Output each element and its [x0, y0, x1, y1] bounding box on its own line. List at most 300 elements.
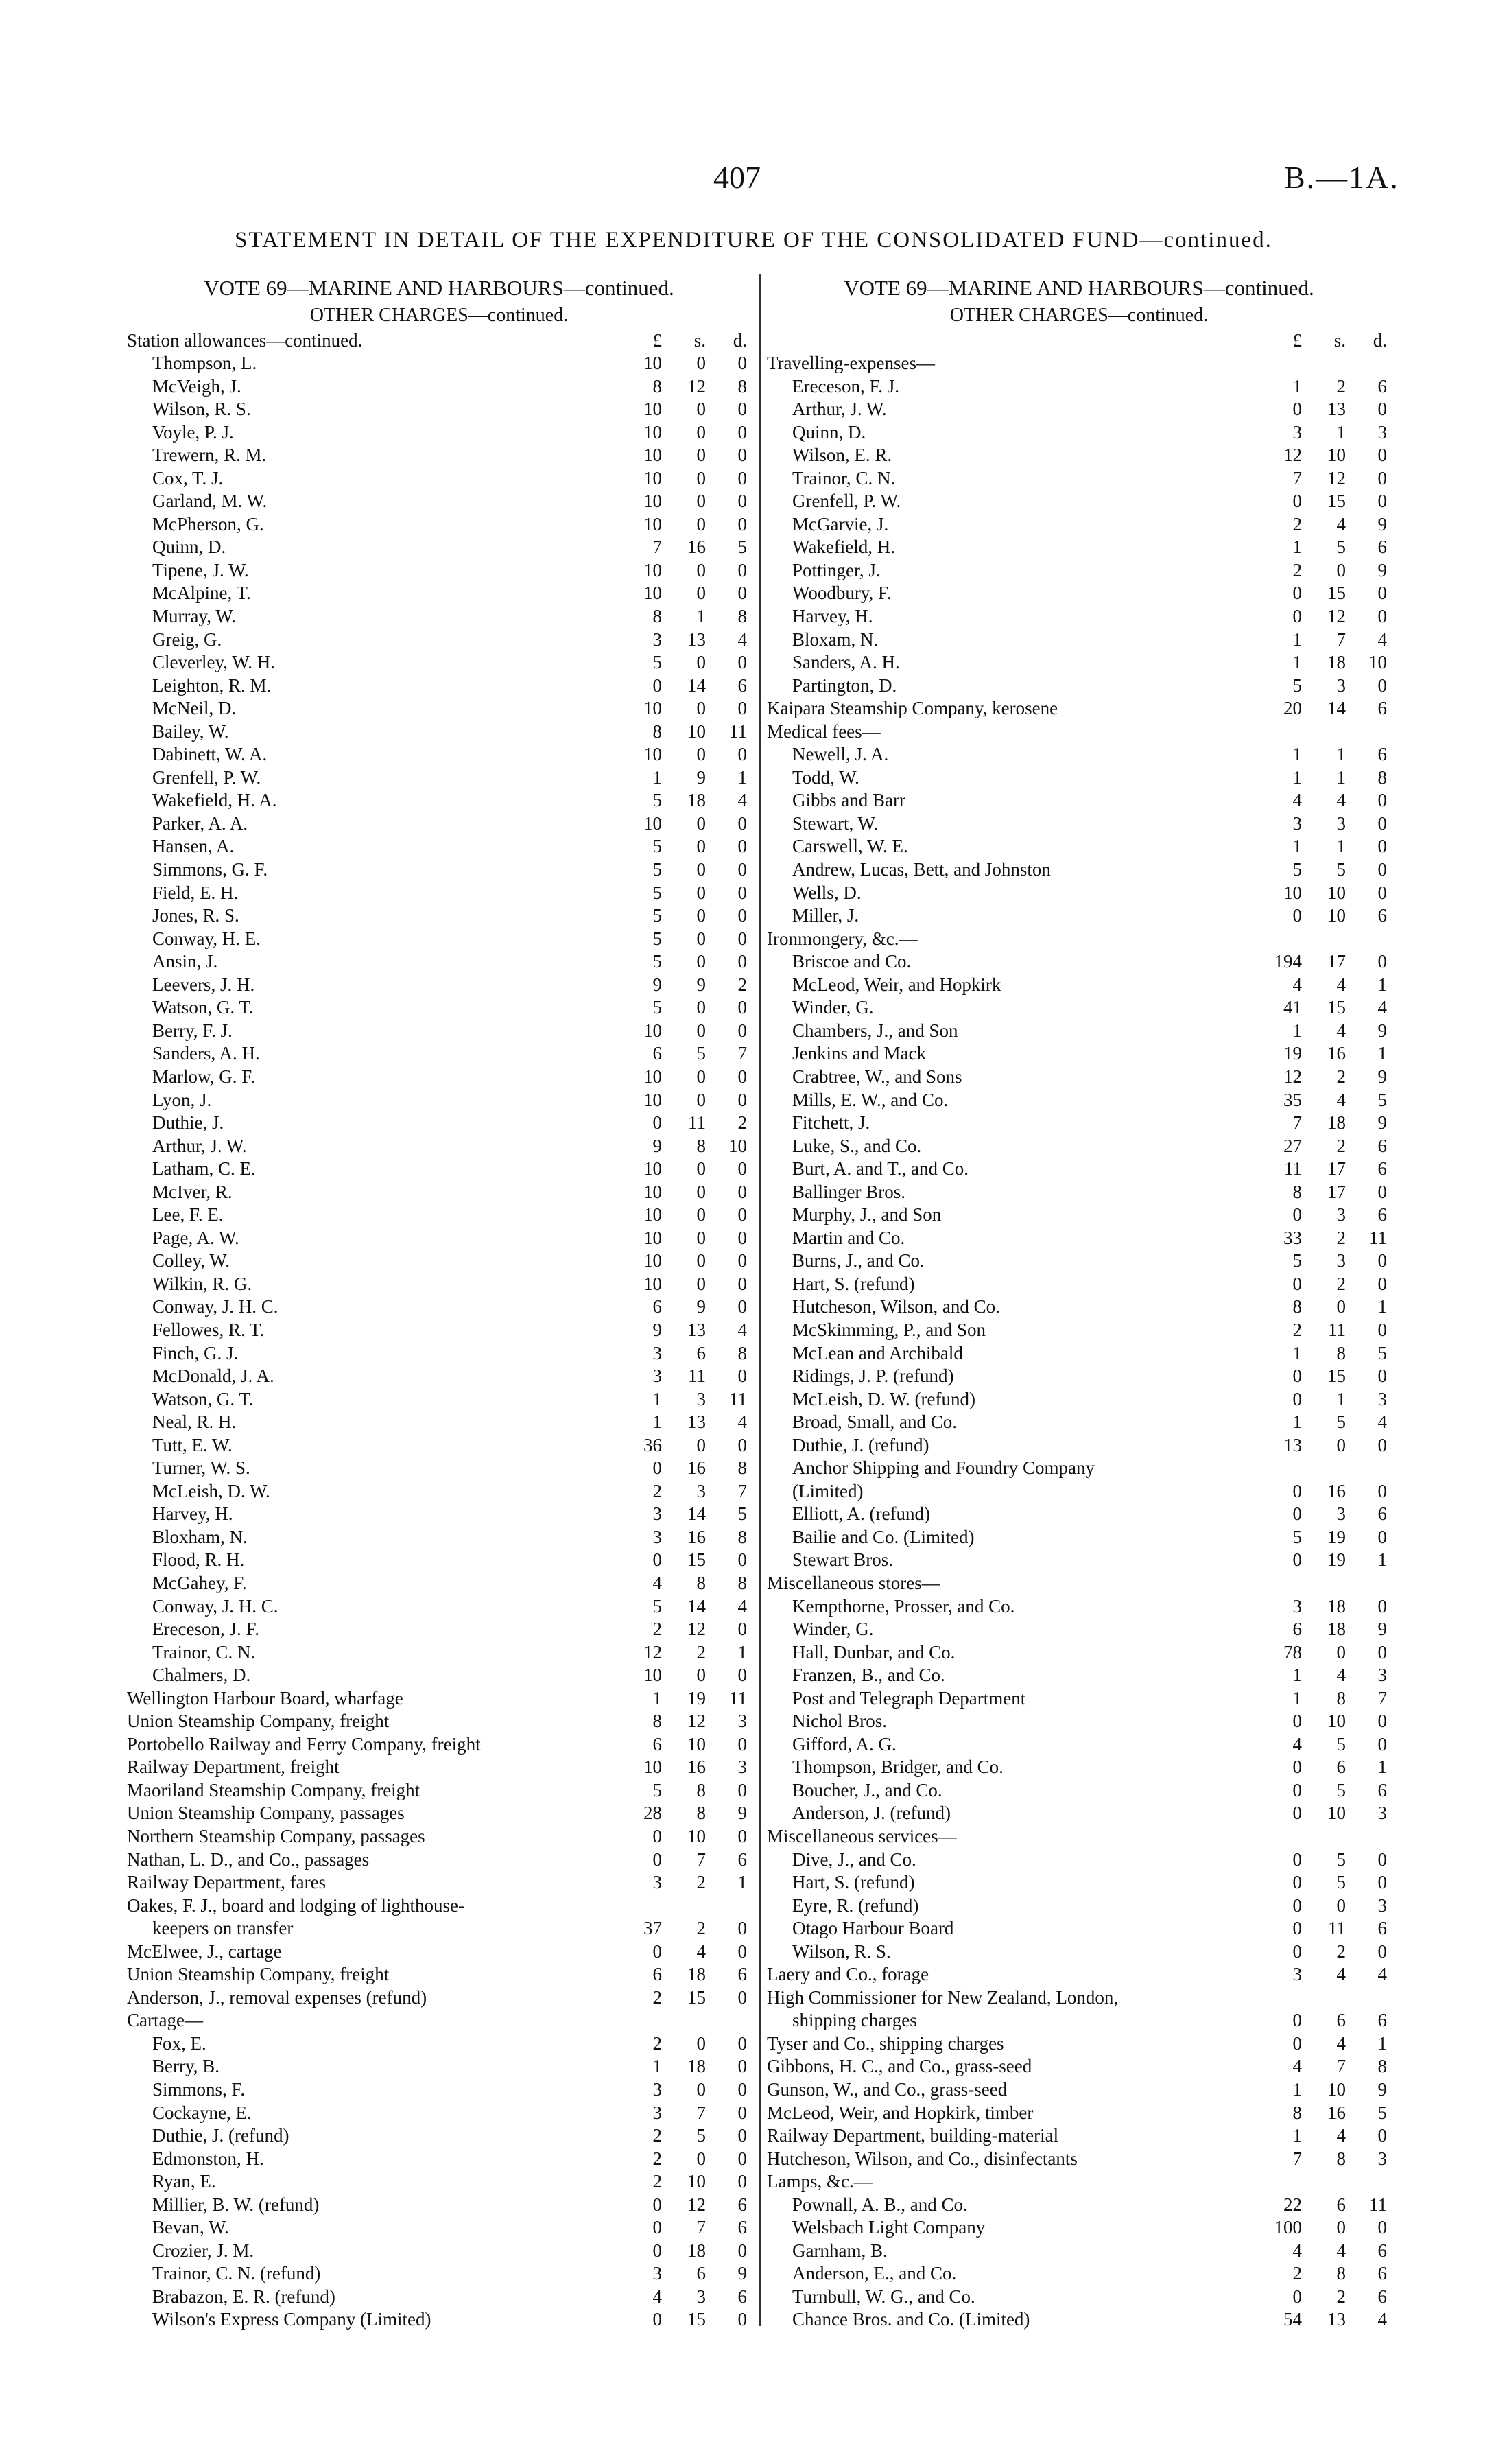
pounds-amount: 3 — [652, 629, 662, 650]
ledger-row — [767, 1549, 1391, 1572]
ledger-row — [767, 582, 1391, 605]
ledger-entry-label: Conway, H. E. — [152, 928, 261, 949]
pence-amount: 0 — [1377, 1641, 1387, 1663]
ledger-entry-label: Murray, W. — [152, 606, 236, 627]
shillings-amount: 4 — [1336, 2032, 1346, 2054]
ledger-entry-label: McDonald, J. A. — [152, 1365, 274, 1387]
ledger-entry-label: Winder, G. — [792, 1619, 874, 1640]
shillings-amount: 0 — [1336, 2217, 1346, 2238]
ledger-row — [127, 536, 751, 559]
ledger-row — [127, 2102, 751, 2125]
pence-amount: 8 — [737, 1457, 747, 1479]
ledger-row — [767, 513, 1391, 537]
shillings-amount: 0 — [696, 491, 706, 512]
pence-amount: 0 — [1377, 951, 1387, 972]
ledger-row — [767, 1986, 1391, 2010]
shillings-amount: 5 — [1336, 1733, 1346, 1755]
shillings-amount: 19 — [1327, 1526, 1346, 1547]
pounds-amount: 10 — [643, 1066, 662, 1087]
shillings-amount: 3 — [1336, 1250, 1346, 1271]
ledger-entry-label: Cartage— — [127, 2010, 203, 2031]
shillings-amount: 4 — [1336, 2125, 1346, 2146]
ledger-entry-label: McLeod, Weir, and Hopkirk, timber — [767, 2102, 1034, 2123]
ledger-row — [767, 1066, 1391, 1089]
ledger-row — [767, 1779, 1391, 1803]
shillings-amount: 0 — [696, 1250, 706, 1271]
pence-amount: 0 — [1377, 1711, 1387, 1732]
shillings-amount: 12 — [1327, 606, 1346, 627]
ledger-entry-label: Woodbury, F. — [792, 583, 892, 604]
pounds-amount: 10 — [643, 445, 662, 466]
pounds-amount: 0 — [652, 1457, 662, 1479]
ledger-entry-label: Maoriland Steamship Company, freight — [127, 1779, 420, 1800]
pounds-amount: 1 — [1292, 652, 1302, 673]
ledger-row — [767, 1365, 1391, 1388]
pounds-amount: 10 — [643, 1757, 662, 1778]
shillings-amount: 0 — [696, 2032, 706, 2054]
ledger-entry-label: Hansen, A. — [152, 836, 235, 857]
shillings-amount: 15 — [1327, 997, 1346, 1018]
shillings-amount: 8 — [696, 1572, 706, 1593]
pence-amount: 8 — [737, 375, 747, 397]
ledger-row — [127, 928, 751, 951]
pence-amount: 4 — [737, 629, 747, 650]
pounds-amount: 3 — [652, 2079, 662, 2100]
ledger-entry-label: Broad, Small, and Co. — [792, 1411, 957, 1433]
ledger-entry-label: Eyre, R. (refund) — [792, 1894, 919, 1916]
ledger-entry-label: Neal, R. H. — [152, 1411, 237, 1433]
shillings-amount: 3 — [696, 1480, 706, 1501]
ledger-row — [767, 1595, 1391, 1619]
shillings-amount: 10 — [1327, 445, 1346, 466]
ledger-entry-label: Bloxham, N. — [152, 1526, 248, 1547]
pounds-amount: 0 — [652, 1826, 662, 1846]
ledger-entry-label: McLeish, D. W. — [152, 1480, 270, 1501]
ledger-row — [767, 1135, 1391, 1158]
pounds-amount: 0 — [1292, 1779, 1302, 1800]
ledger-entry-label: Trewern, R. M. — [152, 445, 267, 466]
shillings-amount: 0 — [696, 2148, 706, 2169]
ledger-row — [127, 697, 751, 720]
shillings-amount: 16 — [687, 1526, 706, 1547]
pence-amount: 9 — [1377, 513, 1387, 535]
ledger-row — [127, 559, 751, 583]
ledger-row — [767, 697, 1391, 720]
pounds-amount: 8 — [1292, 2102, 1302, 2123]
pounds-amount: 10 — [643, 698, 662, 719]
pounds-amount: 1 — [1292, 2125, 1302, 2146]
ledger-row — [767, 1641, 1391, 1665]
pence-amount: 9 — [1377, 2079, 1387, 2100]
pence-amount: 5 — [1377, 1089, 1387, 1110]
ledger-entry-label: Laery and Co., forage — [767, 1964, 929, 1985]
ledger-row — [127, 1871, 751, 1894]
pence-amount: 6 — [1377, 2240, 1387, 2261]
shillings-amount: 0 — [696, 1089, 706, 1110]
ledger-row — [767, 2148, 1391, 2171]
pounds-amount: 9 — [652, 974, 662, 995]
shillings-amount: 15 — [1327, 583, 1346, 604]
shillings-amount: 18 — [1327, 1595, 1346, 1617]
pence-amount: 0 — [737, 1365, 747, 1387]
ledger-row — [127, 1779, 751, 1803]
ledger-entry-label: Trainor, C. N. — [152, 1641, 256, 1663]
ledger-row — [767, 398, 1391, 421]
pounds-amount: 11 — [1284, 1158, 1302, 1180]
pounds-amount: 1 — [1292, 1342, 1302, 1363]
pence-amount: 3 — [1377, 1894, 1387, 1916]
pounds-amount: 5 — [652, 1595, 662, 1617]
ledger-row — [767, 2009, 1391, 2032]
pence-amount: 9 — [1377, 1020, 1387, 1041]
pounds-amount: 4 — [1292, 1733, 1302, 1755]
ledger-entry-label: Fox, E. — [152, 2032, 206, 2054]
shillings-amount: 2 — [1336, 2286, 1346, 2307]
pence-amount: 0 — [737, 951, 747, 972]
pence-amount: 0 — [737, 2125, 747, 2146]
pounds-amount: 1 — [1292, 375, 1302, 397]
ledger-entry-label: Cleverley, W. H. — [152, 652, 275, 673]
pence-amount: 4 — [1377, 629, 1387, 650]
pence-amount: 0 — [1377, 1595, 1387, 1617]
shillings-amount: 18 — [1327, 652, 1346, 673]
pounds-amount: 10 — [643, 1273, 662, 1294]
pence-amount: 0 — [1377, 859, 1387, 880]
ledger-entry-label: Carswell, W. E. — [792, 836, 908, 857]
ledger-row — [767, 1249, 1391, 1273]
pence-amount: 11 — [1369, 2194, 1387, 2215]
right-header-row — [767, 329, 1391, 352]
ledger-row — [767, 2102, 1391, 2125]
ledger-entry-label: Arthur, J. W. — [152, 1135, 247, 1156]
shillings-amount: 0 — [696, 997, 706, 1018]
ledger-entry-label: McLeish, D. W. (refund) — [792, 1388, 975, 1409]
ledger-entry-label: Latham, C. E. — [152, 1158, 256, 1180]
shillings-amount: 0 — [696, 1181, 706, 1202]
pence-amount: 0 — [737, 905, 747, 926]
pounds-amount: 28 — [643, 1803, 662, 1824]
shillings-amount: 8 — [696, 1135, 706, 1156]
pence-amount: 0 — [1377, 467, 1387, 489]
pence-amount: 6 — [737, 674, 747, 696]
ledger-entry-label: Kaipara Steamship Company, kerosene — [767, 698, 1058, 719]
shillings-amount: 7 — [696, 2102, 706, 2123]
shillings-amount: 0 — [696, 859, 706, 880]
ledger-entry-label: Franzen, B., and Co. — [792, 1665, 945, 1686]
pence-amount: 4 — [737, 1595, 747, 1617]
shillings-amount: 12 — [687, 375, 706, 397]
shillings-amount: 0 — [1336, 1296, 1346, 1317]
pence-amount: 0 — [737, 2240, 747, 2261]
shillings-amount: 5 — [696, 2125, 706, 2146]
pence-amount: 7 — [737, 1480, 747, 1501]
ledger-entry-label: Brabazon, E. R. (refund) — [152, 2286, 335, 2307]
pounds-amount: 0 — [1292, 1803, 1302, 1824]
page-reference: B.—1A. — [1284, 160, 1399, 195]
pence-amount: 3 — [1377, 2148, 1387, 2169]
shillings-amount: 10 — [1327, 882, 1346, 903]
pence-amount: 8 — [1377, 2056, 1387, 2077]
pence-amount: 0 — [1377, 491, 1387, 512]
ledger-row — [127, 1825, 751, 1849]
ledger-entry-label: Simmons, G. F. — [152, 859, 268, 880]
pence-amount: 0 — [737, 859, 747, 880]
pounds-amount: 10 — [643, 1204, 662, 1225]
ledger-row — [127, 1963, 751, 1986]
pence-amount: 0 — [737, 1826, 747, 1846]
pounds-amount: 8 — [652, 606, 662, 627]
pence-amount: 5 — [1377, 2102, 1387, 2123]
ledger-entry-label: Turner, W. S. — [152, 1457, 250, 1479]
pounds-amount: 8 — [652, 1711, 662, 1732]
shillings-amount: 1 — [1336, 421, 1346, 443]
shillings-amount: 6 — [696, 2263, 706, 2284]
ledger-row — [127, 835, 751, 858]
pounds-amount: 8 — [652, 375, 662, 397]
shillings-amount: 13 — [687, 629, 706, 650]
shillings-amount: 6 — [1336, 1757, 1346, 1778]
pounds-amount: 194 — [1274, 951, 1302, 972]
ledger-entry-label: Ironmongery, &c.— — [767, 928, 918, 949]
shillings-amount: 13 — [687, 1319, 706, 1340]
pounds-amount: 0 — [652, 2194, 662, 2215]
ledger-row — [767, 904, 1391, 928]
pence-amount: 0 — [1377, 812, 1387, 834]
ledger-row — [127, 1112, 751, 1135]
pounds-amount: 3 — [652, 1872, 662, 1893]
ledger-entry-label: Grenfell, P. W. — [152, 766, 261, 788]
ledger-entry-label: Ereceson, J. F. — [152, 1619, 260, 1640]
ledger-row — [767, 766, 1391, 790]
shillings-amount: 5 — [1336, 537, 1346, 558]
ledger-entry-label: McNeil, D. — [152, 698, 237, 719]
ledger-entry-label: Chance Bros. and Co. (Limited) — [792, 2309, 1030, 2330]
pence-amount: 0 — [1377, 836, 1387, 857]
ledger-entry-label: Duthie, J. — [152, 1112, 224, 1134]
shillings-amount: 3 — [1336, 1204, 1346, 1225]
pounds-amount: 35 — [1283, 1089, 1302, 1110]
shillings-amount: 6 — [696, 1342, 706, 1363]
shillings-amount: 0 — [696, 467, 706, 489]
shillings-amount: 0 — [696, 812, 706, 834]
shillings-amount: 11 — [1328, 1319, 1346, 1340]
pence-amount: 1 — [737, 1872, 747, 1893]
pounds-amount: 1 — [652, 2056, 662, 2077]
shillings-amount: 3 — [1336, 812, 1346, 834]
ledger-row — [127, 996, 751, 1020]
shillings-amount: 13 — [1327, 2309, 1346, 2330]
ledger-row — [767, 2078, 1391, 2102]
ledger-entry-label: Sanders, A. H. — [792, 652, 900, 673]
pounds-amount: 1 — [1292, 629, 1302, 650]
pence-amount: 0 — [1377, 1480, 1387, 1501]
pence-amount: 1 — [737, 766, 747, 788]
ledger-entry-label: Miscellaneous stores— — [767, 1572, 940, 1593]
shillings-amount: 0 — [1336, 1894, 1346, 1916]
ledger-entry-label: Voyle, P. J. — [152, 421, 234, 443]
shillings-amount: 7 — [696, 1849, 706, 1870]
shillings-amount: 17 — [1327, 1158, 1346, 1180]
pounds-amount: 0 — [652, 2217, 662, 2238]
ledger-row — [127, 2216, 751, 2240]
pounds-amount: 7 — [652, 537, 662, 558]
pounds-amount: 3 — [1292, 421, 1302, 443]
ledger-row — [767, 1112, 1391, 1135]
shillings-amount: 14 — [687, 674, 706, 696]
ledger-entry-label: Railway Department, fares — [127, 1872, 327, 1893]
ledger-row — [767, 1687, 1391, 1711]
pence-amount: 0 — [737, 836, 747, 857]
pounds-amount: 4 — [1292, 2240, 1302, 2261]
ledger-entry-label: Miscellaneous services— — [767, 1826, 957, 1846]
pounds-amount: 8 — [1292, 1296, 1302, 1317]
pence-amount: 3 — [1377, 1803, 1387, 1824]
ledger-row — [127, 1940, 751, 1964]
pounds-amount: 0 — [652, 674, 662, 696]
ledger-entry-label: Page, A. W. — [152, 1227, 239, 1248]
ledger-row — [767, 1871, 1391, 1894]
ledger-entry-label: Lamps, &c.— — [767, 2171, 873, 2192]
ledger-row — [767, 1388, 1391, 1411]
ledger-row — [127, 1641, 751, 1665]
shillings-amount: 4 — [1336, 974, 1346, 995]
pence-amount: 9 — [737, 2263, 747, 2284]
pounds-amount: 0 — [652, 1849, 662, 1870]
ledger-entry-label: Andrew, Lucas, Bett, and Johnston — [792, 859, 1051, 880]
ledger-row — [127, 1434, 751, 1457]
shillings-amount: 17 — [1327, 951, 1346, 972]
ledger-entry-label: Pownall, A. B., and Co. — [792, 2194, 968, 2215]
pounds-amount: 2 — [1292, 559, 1302, 580]
pence-amount: 9 — [737, 1803, 747, 1824]
ledger-entry-label: Kempthorne, Prosser, and Co. — [792, 1595, 1015, 1617]
shillings-amount: 4 — [696, 1940, 706, 1962]
shillings-amount: 16 — [1327, 1043, 1346, 1064]
pounds-amount: 0 — [1292, 399, 1302, 420]
pounds-amount: 0 — [1292, 1757, 1302, 1778]
pounds-amount: 1 — [1292, 1687, 1302, 1709]
pence-amount: 0 — [737, 1434, 747, 1455]
pence-amount: 6 — [1377, 1158, 1387, 1180]
pence-amount: 1 — [1377, 1549, 1387, 1571]
pence-amount: 11 — [729, 1687, 747, 1709]
pounds-amount: 19 — [1283, 1043, 1302, 1064]
shillings-amount: 17 — [1327, 1181, 1346, 1202]
shillings-amount: 3 — [1336, 1503, 1346, 1525]
ledger-row — [127, 2009, 751, 2032]
pence-amount: 6 — [737, 2194, 747, 2215]
ledger-row — [767, 835, 1391, 858]
shillings-amount: 2 — [696, 1641, 706, 1663]
pounds-amount: 0 — [1292, 1503, 1302, 1525]
pounds-amount: 12 — [1283, 445, 1302, 466]
pounds-amount: 10 — [643, 1020, 662, 1041]
shillings-amount: 16 — [687, 1757, 706, 1778]
ledger-entry-label: Trainor, C. N. (refund) — [152, 2263, 321, 2284]
right-column — [767, 274, 1391, 2332]
shillings-amount: 10 — [1327, 905, 1346, 926]
shillings-amount: 10 — [687, 1826, 706, 1846]
shillings-amount: 2 — [1336, 1940, 1346, 1962]
shillings-amount: 10 — [1327, 2079, 1346, 2100]
pounds-amount: 9 — [652, 1319, 662, 1340]
ledger-row — [767, 1526, 1391, 1549]
ledger-row — [127, 2240, 751, 2263]
ledger-row — [127, 1020, 751, 1043]
pounds-amount: 0 — [1292, 1849, 1302, 1870]
pounds-amount: 0 — [1292, 606, 1302, 627]
ledger-row — [127, 1664, 751, 1687]
ledger-row — [127, 1066, 751, 1089]
shillings-amount: 12 — [687, 2194, 706, 2215]
ledger-row — [127, 1295, 751, 1319]
pence-amount: 0 — [1377, 1365, 1387, 1387]
pence-amount: 0 — [737, 2309, 747, 2330]
shillings-amount: 16 — [687, 537, 706, 558]
ledger-row — [767, 812, 1391, 836]
pounds-amount: 0 — [1292, 1918, 1302, 1939]
pence-amount: 4 — [737, 790, 747, 811]
pence-amount: 0 — [1377, 2125, 1387, 2146]
ledger-row — [767, 2308, 1391, 2332]
ledger-row — [127, 2194, 751, 2217]
ledger-entry-label: Ereceson, F. J. — [792, 375, 900, 397]
shillings-amount: 0 — [1336, 559, 1346, 580]
pence-amount: 0 — [1377, 1273, 1387, 1294]
ledger-entry-label: Nichol Bros. — [792, 1711, 887, 1732]
shillings-amount: 0 — [696, 905, 706, 926]
pence-column-header: d. — [1373, 330, 1387, 351]
ledger-row — [127, 1480, 751, 1503]
shillings-amount: 2 — [1336, 375, 1346, 397]
ledger-row — [127, 352, 751, 375]
ledger-entry-label: Field, E. H. — [152, 882, 239, 903]
pence-amount: 5 — [1377, 1342, 1387, 1363]
ledger-row — [767, 467, 1391, 491]
pence-amount: 0 — [737, 2148, 747, 2169]
pence-amount: 11 — [1369, 1227, 1387, 1248]
pence-amount: 6 — [737, 1964, 747, 1985]
shillings-amount: 18 — [687, 2056, 706, 2077]
pounds-amount: 12 — [1283, 1066, 1302, 1087]
ledger-entry-label: Pottinger, J. — [792, 559, 881, 580]
ledger-row — [127, 375, 751, 399]
ledger-entry-label: Leevers, J. H. — [152, 974, 255, 995]
ledger-row — [767, 1089, 1391, 1112]
pounds-amount: 0 — [1292, 1711, 1302, 1732]
ledger-entry-label: McLeod, Weir, and Hopkirk — [792, 974, 1001, 995]
ledger-row — [127, 1158, 751, 1181]
pounds-amount: 0 — [1292, 1388, 1302, 1409]
ledger-row — [767, 375, 1391, 399]
ledger-entry-label: Union Steamship Company, passages — [127, 1803, 405, 1824]
pounds-amount: 0 — [1292, 2286, 1302, 2307]
shillings-amount: 15 — [1327, 1365, 1346, 1387]
ledger-row — [767, 2124, 1391, 2148]
ledger-entry-label: Chambers, J., and Son — [792, 1020, 958, 1041]
ledger-row — [767, 1756, 1391, 1779]
ledger-entry-label: Mills, E. W., and Co. — [792, 1089, 949, 1110]
pence-amount: 1 — [1377, 1043, 1387, 1064]
ledger-row — [767, 1342, 1391, 1365]
pounds-amount: 5 — [1292, 1526, 1302, 1547]
pounds-amount: 5 — [1292, 859, 1302, 880]
left-header-row — [127, 329, 751, 352]
pounds-amount: 4 — [1292, 790, 1302, 811]
ledger-row — [767, 651, 1391, 674]
ledger-row — [767, 1042, 1391, 1066]
pounds-amount: 5 — [652, 836, 662, 857]
